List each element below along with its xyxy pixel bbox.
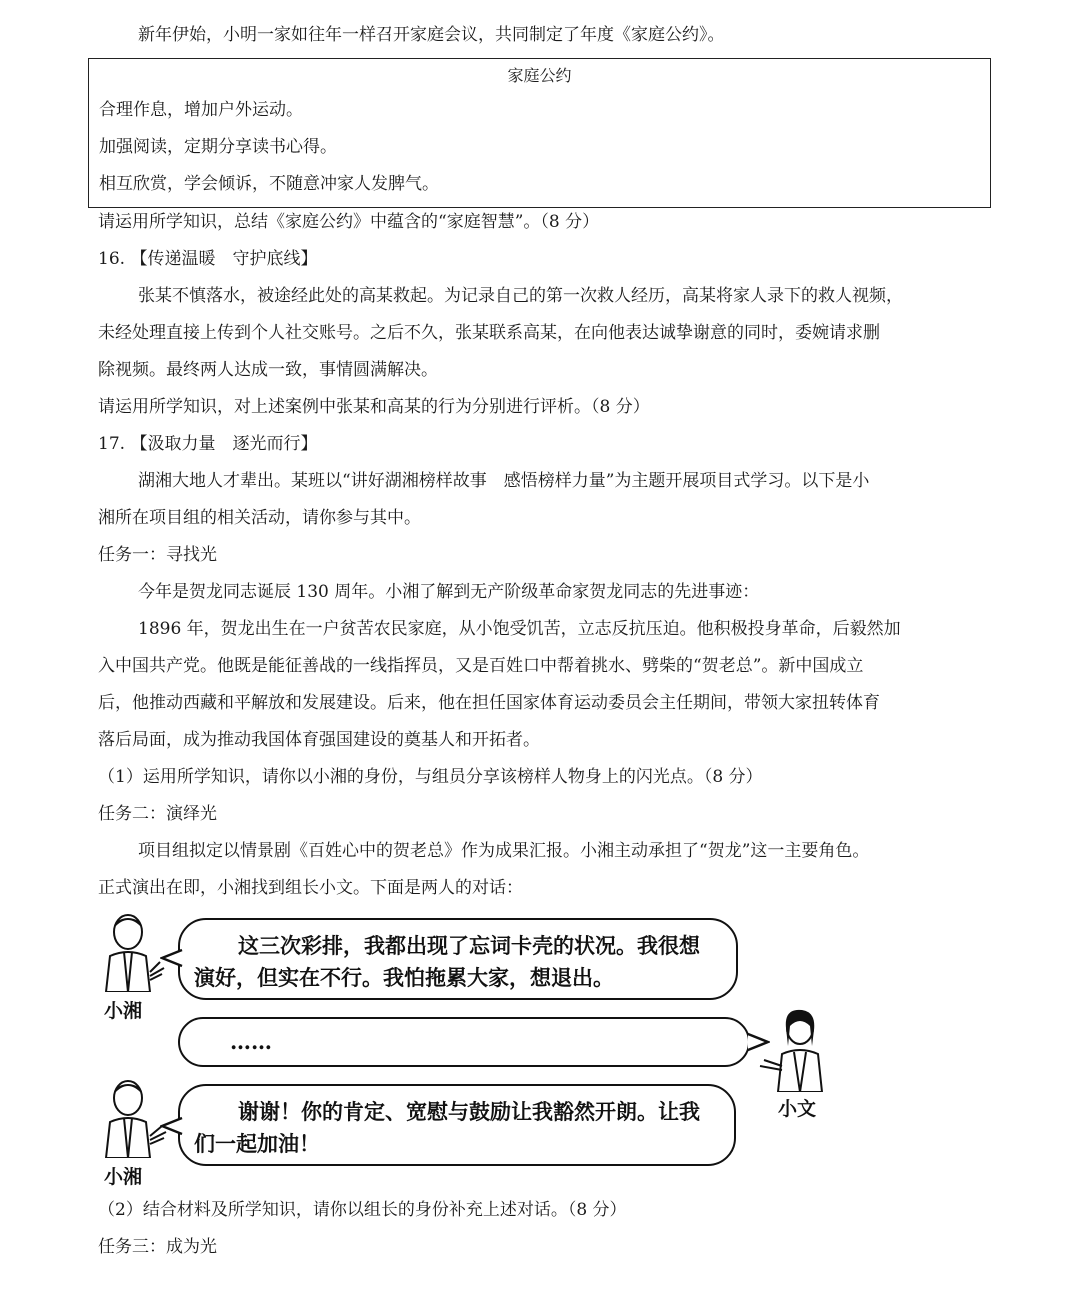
family-pact-box: [88, 58, 991, 208]
bio-line: 1896 年，贺龙出生在一户贫苦农民家庭，从小饱受饥苦，立志反抗压迫。他积极投身革命，后毅然加: [138, 619, 901, 639]
task2-para-line: 项目组拟定以情景剧《百姓心中的贺老总》作为成果汇报。小湘主动承担了“贺龙”这一主要角色。: [138, 841, 870, 861]
bubble1-line: 演好，但实在不行。我怕拖累大家，想退出。: [194, 965, 614, 990]
q16-para-line: 除视频。最终两人达成一致，事情圆满解决。: [98, 360, 438, 380]
bubble3-line: 们一起加油！: [194, 1131, 320, 1156]
task2-title: 任务二：演绎光: [98, 804, 217, 824]
q16-para-line: 未经处理直接上传到个人社交账号。之后不久，张某联系高某，在向他表达诚挚谢意的同时，委婉请求删: [98, 323, 880, 343]
dialog-bubble-2: [178, 1017, 750, 1067]
q15-prompt: 请运用所学知识，总结《家庭公约》中蕴含的“家庭智慧”。（8 分）: [98, 212, 600, 232]
bio-line: 后，他推动西藏和平解放和发展建设。后来，他在担任国家体育运动委员会主任期间，带领大家扭转体育: [98, 693, 880, 713]
name-xiaowen: 小文: [778, 1098, 817, 1120]
name-xiaoxiang: 小湘: [104, 1000, 143, 1022]
bubble3-line: 谢谢！你的肯定、宽慰与鼓励让我豁然开朗。让我: [238, 1099, 700, 1124]
task3-title: 任务三：成为光: [98, 1237, 217, 1257]
bubble1-tail-icon: [160, 948, 184, 968]
pact-item: 加强阅读，定期分享读书心得。: [99, 137, 337, 157]
q17-intro-line: 湘所在项目组的相关活动，请你参与其中。: [98, 508, 421, 528]
pact-item: 相互欣赏，学会倾诉，不随意冲家人发脾气。: [99, 174, 439, 194]
task1-title: 任务一：寻找光: [98, 545, 217, 565]
q17-sub2: （2）结合材料及所学知识，请你以组长的身份补充上述对话。（8 分）: [98, 1200, 627, 1220]
pact-item: 合理作息，增加户外运动。: [99, 100, 303, 120]
task2-para-line: 正式演出在即，小湘找到组长小文。下面是两人的对话：: [98, 878, 523, 898]
dialog-bubble-3: [178, 1084, 736, 1166]
dialog-bubble-1: [178, 918, 738, 1000]
bio-line: 落后局面，成为推动我国体育强国建设的奠基人和开拓者。: [98, 730, 540, 750]
bubble2-text: ……: [230, 1029, 272, 1054]
bio-line: 入中国共产党。他既是能征善战的一线指挥员，又是百姓口中帮着挑水、劈柴的“贺老总”。新中国成立: [98, 656, 864, 676]
q16-para-line: 张某不慎落水，被途经此处的高某救起。为记录自己的第一次救人经历，高某将家人录下的救人视频，: [138, 286, 903, 306]
family-pact-title: 家庭公约: [507, 66, 572, 85]
task1-line: 今年是贺龙同志诞辰 130 周年。小湘了解到无产阶级革命家贺龙同志的先进事迹：: [138, 582, 760, 602]
name-xiaoxiang: 小湘: [104, 1166, 143, 1188]
q16-prompt: 请运用所学知识，对上述案例中张某和高某的行为分别进行评析。（8 分）: [98, 397, 650, 417]
q16-heading: 16. 【传递温暖 守护底线】: [98, 249, 318, 269]
q17-sub1: （1）运用所学知识，请你以小湘的身份，与组员分享该榜样人物身上的闪光点。（8 分）: [98, 767, 763, 787]
q17-heading: 17. 【汲取力量 逐光而行】: [98, 434, 318, 454]
xiaowen-figure-icon: [754, 1006, 834, 1092]
bubble1-line: 这三次彩排，我都出现了忘词卡壳的状况。我很想: [238, 933, 700, 958]
q17-intro-line: 湖湘大地人才辈出。某班以“讲好湖湘榜样故事 感悟榜样力量”为主题开展项目式学习。以下是小: [138, 471, 870, 491]
bubble3-tail-icon: [160, 1116, 184, 1136]
intro-text: 新年伊始，小明一家如往年一样召开家庭会议，共同制定了年度《家庭公约》。: [138, 25, 725, 45]
